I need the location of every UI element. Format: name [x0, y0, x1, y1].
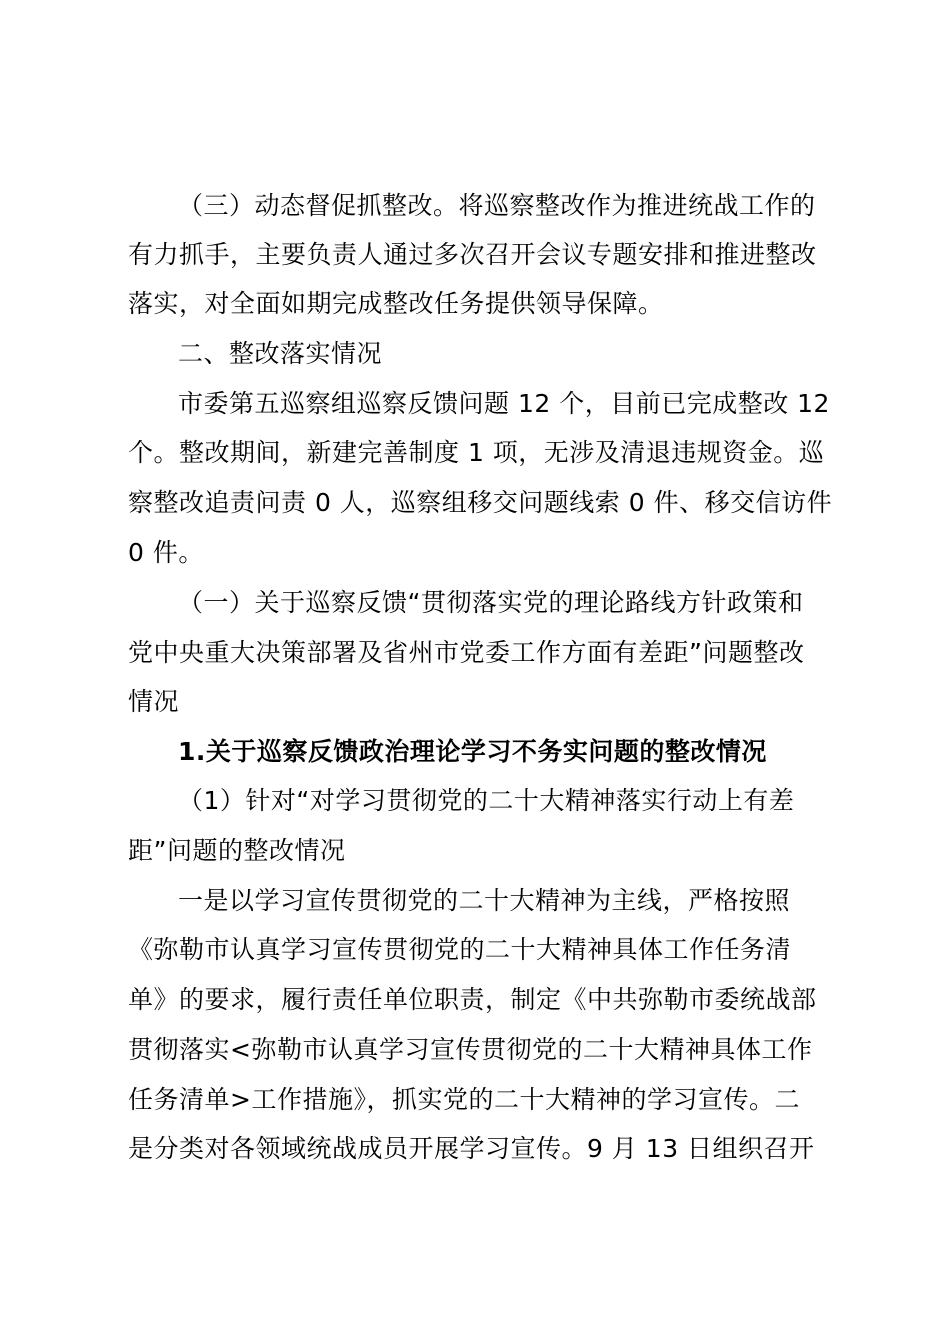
subsection-heading: （一）关于巡察反馈“贯彻落实党的理论路线方针政策和	[178, 588, 804, 617]
subsection-heading: 党中央重大决策部署及省州市党委工作方面有差距”问题整改	[128, 638, 805, 667]
item-heading: 距”问题的整改情况	[128, 836, 346, 865]
paragraph-line: 贯彻落实<弥勒市认真学习宣传贯彻党的二十大精神具体工作	[128, 1035, 813, 1064]
paragraph-line: 市委第五巡察组巡察反馈问题 12 个，目前已完成整改 12	[178, 389, 830, 418]
paragraph-line: 0 件。	[128, 538, 204, 567]
paragraph-line: 察整改追责问责 0 人，巡察组移交问题线索 0 件、移交信访件	[128, 488, 833, 517]
paragraph-line: 个。整改期间，新建完善制度 1 项，无涉及清退违规资金。巡	[128, 438, 825, 467]
paragraph-line: 任务清单>工作措施》，抓实党的二十大精神的学习宣传。二	[128, 1085, 800, 1114]
paragraph-line: 一是以学习宣传贯彻党的二十大精神为主线，严格按照	[178, 886, 791, 915]
section-heading: 二、整改落实情况	[178, 339, 383, 368]
paragraph-line: 落实，对全面如期完成整改任务提供领导保障。	[128, 289, 664, 318]
item-heading: （1）针对“对学习贯彻党的二十大精神落实行动上有差	[178, 786, 795, 815]
subsection-heading: 情况	[128, 687, 180, 716]
bold-heading: 1.关于巡察反馈政治理论学习不务实问题的整改情况	[178, 737, 767, 766]
paragraph-line: 是分类对各领域统战成员开展学习宣传。9 月 13 日组织召开	[128, 1134, 815, 1163]
paragraph-line: （三）动态督促抓整改。将巡察整改作为推进统战工作的	[178, 191, 816, 220]
paragraph-line: 有力抓手，主要负责人通过多次召开会议专题安排和推进整改	[128, 240, 817, 269]
paragraph-line: 《弥勒市认真学习宣传贯彻党的二十大精神具体工作任务清	[128, 935, 792, 964]
paragraph-line: 单》的要求，履行责任单位职责，制定《中共弥勒市委统战部	[128, 985, 817, 1014]
